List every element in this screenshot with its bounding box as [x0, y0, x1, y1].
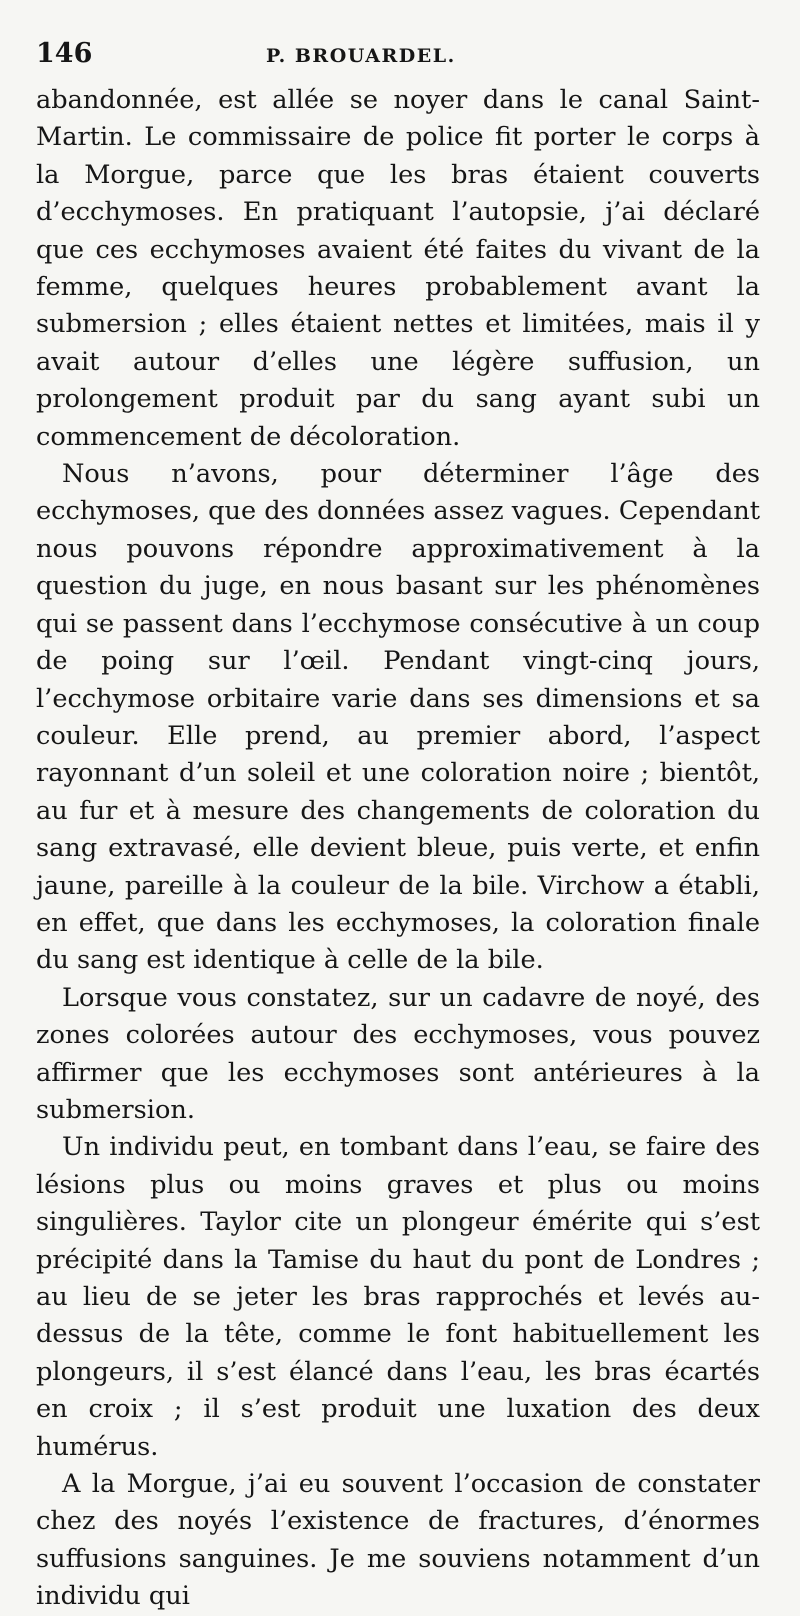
- page-header: [36, 38, 760, 82]
- page-number: 146: [36, 38, 93, 69]
- running-head: P. BROUARDEL.: [266, 45, 456, 67]
- paragraph: Nous n’avons, pour déterminer l’âge des ecchymoses, que des données assez vagues. Cependant nous pouvons répondre approximativement à la question du juge, en nous basant sur les phénomènes qui se passent dans l’ecchymose consécutive à un coup de poing sur l’œil. Pendant vingt-cinq jours, l’ecchymose orbitaire varie dans ses dimensions et sa couleur. Elle prend, au premier abord, l’aspect rayonnant d’un soleil et une coloration noire ; bientôt, au fur et à mesure des changements de coloration du sang extravasé, elle devient bleue, puis verte, et enfin jaune, pareille à la couleur de la bile. Virchow a établi, en effet, que dans les ecchymoses, la coloration finale du sang est identique à celle de la bile.: [36, 459, 760, 976]
- body-text: [36, 82, 760, 1616]
- paragraph: A la Morgue, j’ai eu souvent l’occasion de constater chez des noyés l’existence de fractures, d’énormes suffusions sanguines. Je me souviens notamment d’un individu qui: [36, 1469, 760, 1612]
- paragraph: Lorsque vous constatez, sur un cadavre de noyé, des zones colorées autour des ecchymoses, vous pouvez affirmer que les ecchymoses sont antérieures à la submersion.: [36, 982, 760, 1125]
- paragraph: Un individu peut, en tombant dans l’eau, se faire des lésions plus ou moins graves et plus ou moins singulières. Taylor cite un plongeur émérite qui s’est précipité dans la Tamise du haut du pont de Londres ; au lieu de se jeter les bras rapprochés et levés au-dessus de la tête, comme le font habituellement les plongeurs, il s’est élancé dans l’eau, les bras écartés en croix ; il s’est produit une luxation des deux humérus.: [36, 1132, 760, 1462]
- paragraph: abandonnée, est allée se noyer dans le canal Saint-Martin. Le commissaire de police fit porter le corps à la Morgue, parce que les bras étaient couverts d’ecchymoses. En pratiquant l’autopsie, j’ai déclaré que ces ecchymoses avaient été faites du vivant de la femme, quelques heures probablement avant la submersion ; elles étaient nettes et limitées, mais il y avait autour d’elles une légère suffusion, un prolongement produit par du sang ayant subi un commencement de décoloration.: [36, 85, 760, 452]
